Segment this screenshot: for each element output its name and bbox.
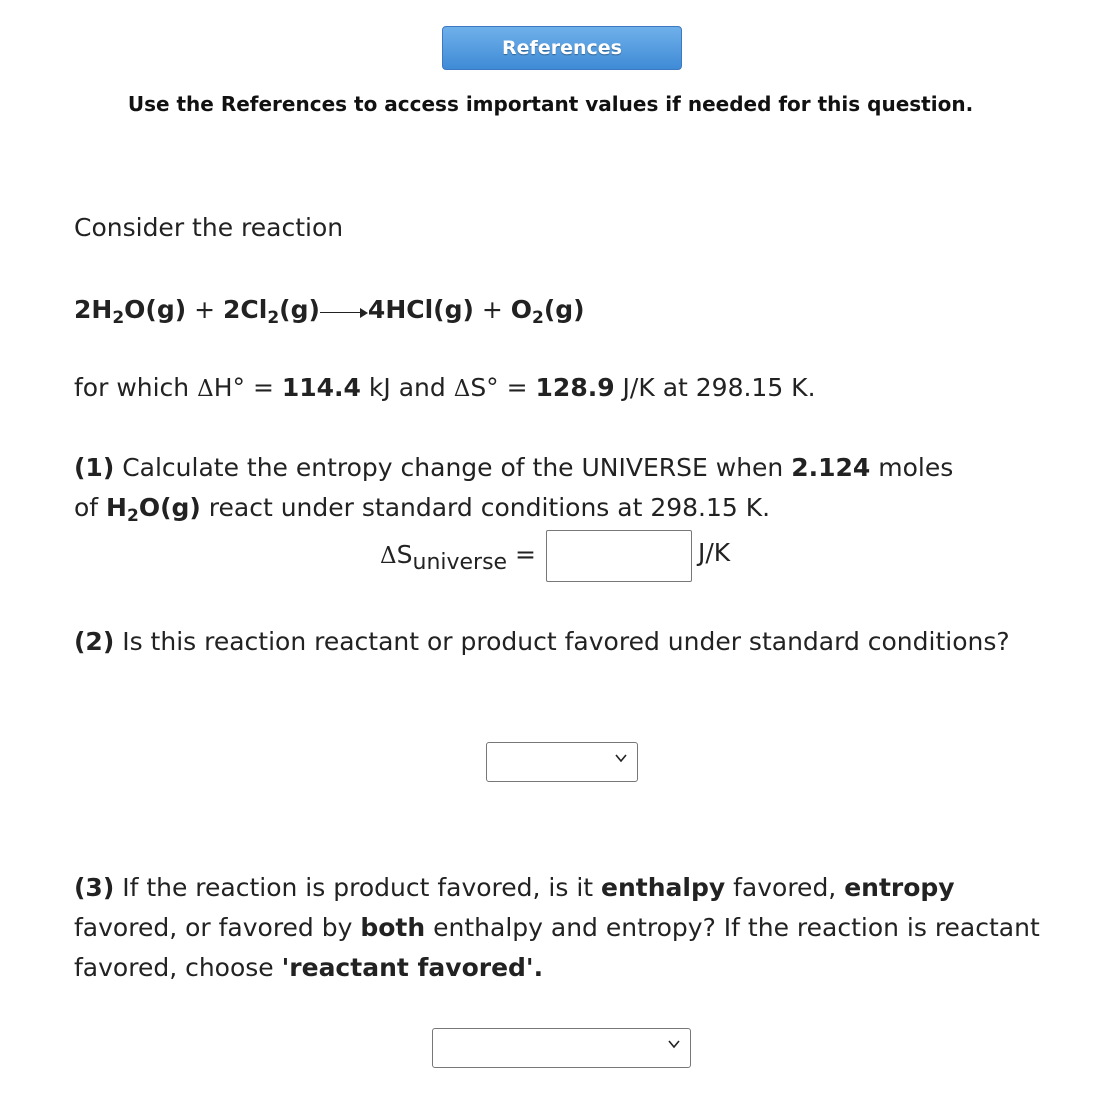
product-hcl: 4HCl(g) <box>367 295 474 324</box>
answer-unit: J/K <box>698 538 731 567</box>
favored-select[interactable] <box>486 742 638 782</box>
enthalpy-value: 114.4 <box>281 373 361 402</box>
product-oxygen: $O_2(g)$ <box>510 295 585 329</box>
part1-line2: of $H_2O(g)$ react under standard conditions at 298.15 K. <box>74 493 771 527</box>
part1-number: (1) <box>74 453 115 482</box>
species-water: $H_2O(g)$ <box>106 493 201 527</box>
part1-line1: (1) Calculate the entropy change of the UNIVERSE when 2.124 moles <box>74 453 954 482</box>
entropy-universe-input[interactable] <box>546 530 692 582</box>
part3-text: (3) If the reaction is product favored, is it enthalpy favored, entropy favored, or favored by both enthalpy and entropy? If the reaction is reactant favored, choose 'reactant favored'. <box>74 873 1040 982</box>
part2-number: (2) <box>74 627 115 656</box>
delta-symbol: Δ <box>197 376 214 402</box>
chevron-down-icon <box>668 1038 680 1050</box>
part3-number: (3) <box>74 873 115 902</box>
part1-answer-row <box>380 530 730 584</box>
chevron-down-icon <box>615 752 627 764</box>
reaction-equation: $2H_2O(g) + 2Cl_2(g) 4HCl(g) + O_2(g)$ <box>74 290 585 330</box>
conditions-text: for which ΔH° = 114.4 kJ and ΔS° = 128.9 J/K at 298.15 K. <box>74 373 816 402</box>
references-button-label: References <box>502 37 622 59</box>
driving-force-select[interactable] <box>432 1028 691 1068</box>
intro-text: Consider the reaction <box>74 213 344 242</box>
reactant-chlorine: $2Cl_2(g)$ <box>223 295 320 329</box>
reactant-water: $2H_2O(g)$ <box>74 295 187 329</box>
references-notice: Use the References to access important values if needed for this question. <box>127 92 974 116</box>
moles-value: 2.124 <box>791 453 871 482</box>
part2-text: (2) Is this reaction reactant or product favored under standard conditions? <box>74 627 1010 656</box>
references-button[interactable] <box>442 26 682 70</box>
delta-symbol: Δ <box>453 376 471 402</box>
entropy-value: 128.9 <box>535 373 615 402</box>
answer-label: ΔSuniverse = <box>380 540 537 575</box>
reaction-arrow-icon <box>320 290 368 330</box>
